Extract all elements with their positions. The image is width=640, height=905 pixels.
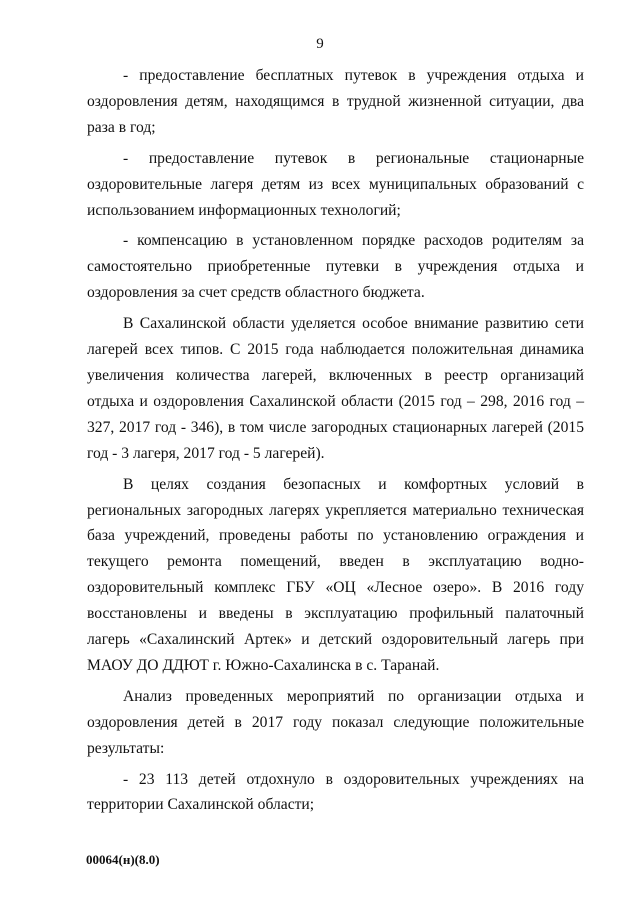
paragraph-analysis: Анализ проведенных мероприятий по организации отдыха и оздоровления детей в 2017 году показал следующие положительные результаты: <box>87 687 584 757</box>
paragraph-camp-network: В Сахалинской области уделяется особое внимание развитию сети лагерей всех типов. С 2015 года наблюдается положительная динамика увеличения количества лагерей, включенных в реестр организаций отдыха и оздоровления Сахалинской области (2015 год – 298, 2016 год – 327, 2017 год - 346), в том числе загородных стационарных лагерей (2015 год - 3 лагеря, 2017 год - 5 лагерей). <box>87 315 584 462</box>
document-body <box>87 63 584 818</box>
bullet-regional-camps-vouchers: - предоставление путевок в региональные стационарные оздоровительные лагеря детям из всех муниципальных образований с использованием информационных технологий; <box>87 149 584 219</box>
bullet-free-vouchers: - предоставление бесплатных путевок в учреждения отдыха и оздоровления детям, находящимся в трудной жизненной ситуации, два раза в год; <box>87 67 584 136</box>
bullet-compensation: - компенсацию в установленном порядке расходов родителям за самостоятельно приобретенные путевки в учреждения отдыха и оздоровления за счет средств областного бюджета. <box>87 232 584 302</box>
document-code: 00064(н)(8.0) <box>86 852 160 867</box>
page-number: 9 <box>316 36 324 52</box>
paragraph-safety-conditions: В целях создания безопасных и комфортных условий в региональных загородных лагерях укрепляется материально техническая база учреждений, проведены работы по установлению ограждения и текущего ремонта помещений, введен в эксплуатацию водно-оздоровительный комплекс ГБУ «ОЦ «Лесное озеро». В 2016 году восстановлены и введены в эксплуатацию профильный палаточный лагерь «Сахалинский Артек» и детский оздоровительный лагерь при МАОУ ДО ДДЮТ г. Южно-Сахалинска в с. Таранай. <box>87 475 584 674</box>
bullet-children-count: - 23 113 детей отдохнуло в оздоровительных учреждениях на территории Сахалинской области; <box>87 770 584 814</box>
